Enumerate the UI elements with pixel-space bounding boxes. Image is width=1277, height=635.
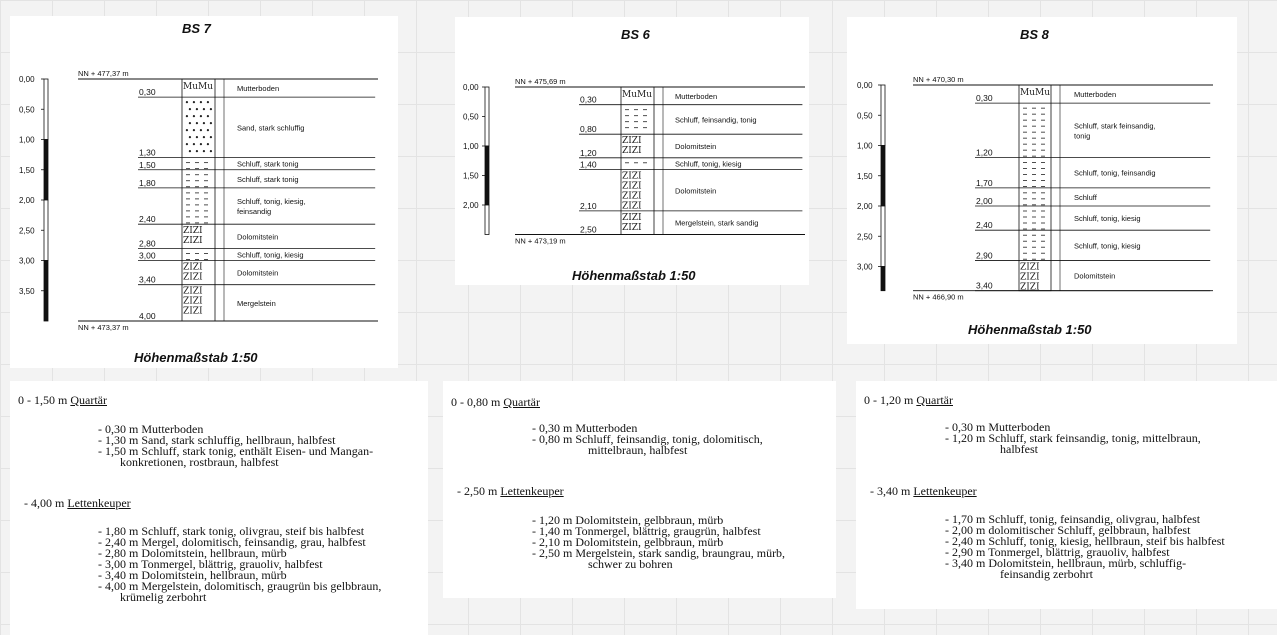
layer-depth-label: 2,40 [976,220,993,231]
layer-description-continuation: mittelbraun, halbfest [588,443,688,457]
layer-description-item: - 2,90 m Tonmergel, blättrig, grauoliv, halbfest [945,545,1170,559]
depth-scale-segment [44,79,48,140]
layer-description-continuation: schwer zu bohren [588,557,673,571]
boring-log-bs6 [455,17,809,285]
layer-depth-label: 3,00 [139,250,156,261]
layer-description-item: - 0,30 m Mutterboden [98,422,204,436]
svg-text:ZIZI: ZIZI [1020,272,1040,283]
description-bs6 [443,381,836,598]
layer-depth-label: 1,20 [976,147,993,158]
layer-description: Mutterboden [675,91,718,101]
layer-symbol-silt [186,175,208,187]
layer-description: Schluff, stark tonig [237,174,299,184]
depth-tick-label: 0,00 [857,81,873,90]
layer-description-item: - 1,20 m Dolomitstein, gelbbraun, mürb [532,513,724,527]
layer-symbol-MuMu [183,82,213,92]
depth-scale-segment [44,140,48,201]
layer-depth-label: 2,00 [976,196,993,206]
svg-text:ZIZI: ZIZI [622,212,642,223]
svg-text:ZIZI: ZIZI [622,222,642,233]
svg-text:ZIZI: ZIZI [183,236,203,247]
section-range: - 4,00 m [24,496,65,510]
layer-description: Schluff, stark tonig [237,159,299,169]
depth-tick-label: 1,50 [857,171,873,181]
layer-symbol-marl [622,213,642,233]
nn-bottom-label: NN + 466,90 m [913,292,964,302]
layer-depth-label: 3,40 [139,274,156,285]
depth-scale-segment [44,200,48,261]
log-title: BS 6 [621,27,650,42]
layer-symbol-silt [1023,211,1045,229]
depth-tick-label: 0,50 [857,111,873,121]
layer-description-item: - 3,00 m Tonmergel, blättrig, grauoliv, halbfest [98,557,323,571]
svg-text:ZIZI: ZIZI [183,262,203,273]
layer-symbol-dolo [622,136,642,156]
layer-description-item: - 2,00 m dolomitischer Schluff, gelbbraun, halbfest [945,523,1191,537]
layer-description: Mergelstein, stark sandig [675,218,759,228]
layer-description-continuation: feinsandig zerbohrt [1000,567,1093,581]
svg-text:MuMu: MuMu [622,90,653,100]
depth-tick-label: 3,00 [19,256,35,266]
svg-text:ZIZI: ZIZI [183,296,203,307]
depth-tick-label: 1,50 [19,165,35,175]
section-range: 0 - 0,80 m [451,395,501,409]
section-unit: Quartär [70,393,107,407]
depth-scale-segment [485,146,489,205]
section-range: 0 - 1,20 m [864,393,914,407]
layer-description: Dolomitstein [1074,271,1116,281]
depth-tick-label: 2,50 [857,232,873,242]
stratigraphic-section-heading [864,395,953,406]
section-unit: Quartär [916,393,953,407]
layer-depth-label: 1,20 [580,147,597,158]
layer-depth-label: 1,70 [976,177,993,188]
layer-description-item: - 0,30 m Mutterboden [945,420,1051,434]
depth-tick-label: 2,00 [463,201,479,210]
layer-description: Mergelstein [237,298,276,308]
depth-tick-label: 2,00 [19,196,35,205]
svg-text:ZIZI: ZIZI [622,146,642,157]
svg-text:ZIZI: ZIZI [622,181,642,192]
boring-log-bs8 [847,17,1237,344]
nn-top-label: NN + 477,37 m [78,69,129,78]
section-range: - 3,40 m [870,484,911,498]
depth-scale-segment [881,267,885,291]
svg-text:ZIZI: ZIZI [183,272,203,283]
stratigraphic-section-heading [451,397,540,408]
layer-description-item: - 2,50 m Mergelstein, stark sandig, braungrau, mürb, [532,546,786,560]
description-bs8 [856,381,1277,609]
layer-description-item: - 1,80 m Schluff, stark tonig, olivgrau, steif bis halbfest [98,524,365,538]
section-range: 0 - 1,50 m [18,393,68,407]
scale-label: Höhenmaßstab 1:50 [134,350,258,365]
layer-depth-label: 1,30 [139,147,156,158]
layer-description: Schluff [1074,192,1097,202]
depth-tick-label: 1,50 [463,171,479,181]
svg-text:MuMu: MuMu [1020,88,1051,98]
depth-tick-label: 0,00 [463,83,479,92]
layer-depth-label: 2,50 [580,224,597,235]
svg-text:ZIZI: ZIZI [1020,282,1040,293]
layer-symbol-silt [1023,163,1045,187]
layer-depth-label: 2,90 [976,250,993,261]
nn-bottom-label: NN + 473,37 m [78,323,129,332]
layer-description-item: - 3,40 m Dolomitstein, hellbraun, mürb [98,568,287,582]
svg-text:ZIZI: ZIZI [622,136,642,147]
layer-description-list [532,515,785,570]
description-bs7 [10,381,428,635]
svg-text:ZIZI: ZIZI [622,171,642,182]
layer-description: Mutterboden [1074,90,1117,100]
depth-tick-label: 3,00 [857,262,873,272]
layer-depth-label: 0,30 [580,94,597,105]
layer-description-item: - 2,10 m Dolomitstein, gelbbraun, mürb [532,535,724,549]
layer-depth-label: 1,80 [139,177,156,188]
layer-description-continuation: konkretionen, rostbraun, halbfest [120,455,279,469]
layer-description: Schluff, tonig, feinsandig [1074,168,1156,178]
scale-label: Höhenmaßstab 1:50 [572,268,696,283]
svg-text:ZIZI: ZIZI [183,286,203,297]
layer-description: Mutterboden [237,84,280,94]
layer-description-item: - 2,40 m Schluff, tonig, kiesig, hellbraun, steif bis halbfest [945,534,1225,548]
layer-symbol-silt [625,110,647,128]
layer-description: Schluff, feinsandig, tonig [675,115,757,125]
layer-description: Schluff, stark feinsandig, [1074,121,1156,131]
log-diagram [10,16,398,368]
layer-symbol-silt [186,253,208,259]
layer-symbol-MuMu [622,90,652,100]
svg-text:ZIZI: ZIZI [183,306,203,317]
layer-symbol-silt [186,163,208,169]
layer-depth-label: 0,30 [976,93,993,104]
depth-scale-segment [881,206,885,267]
layer-description-continuation: krümelig zerbohrt [120,590,207,604]
svg-text:MuMu: MuMu [183,82,214,92]
layer-symbol-dolo [1020,262,1040,292]
layer-description-item: - 2,80 m Dolomitstein, hellbraun, mürb [98,546,287,560]
depth-tick-label: 2,50 [19,226,35,236]
layer-description-item: - 1,20 m Schluff, stark feinsandig, tonig, mittelbraun, [945,431,1201,445]
layer-description: Schluff, tonig, kiesig, [237,197,306,207]
layer-description-item: - 3,40 m Dolomitstein, hellbraun, mürb, schluffig- [945,556,1187,570]
depth-scale-segment [485,205,489,235]
log-title: BS 7 [182,21,211,36]
layer-symbol-dolo [622,172,642,212]
boring-log-bs7 [10,16,398,368]
stratigraphic-section-heading [457,486,564,497]
section-unit: Lettenkeuper [913,484,977,498]
layer-description: feinsandig [237,207,272,217]
layer-symbol-silt [1023,193,1045,205]
depth-tick-label: 2,00 [857,202,873,211]
depth-scale-segment [44,261,48,322]
layer-description-list [532,423,763,456]
depth-scale-segment [881,85,885,146]
layer-depth-label: 2,40 [139,214,156,225]
layer-description: tonig [1074,131,1091,141]
layer-description-item: - 1,50 m Schluff, stark tonig, enthält Eisen- und Mangan- [98,444,374,458]
layer-description-item: - 1,70 m Schluff, tonig, feinsandig, olivgrau, halbfest [945,512,1201,526]
layer-depth-label: 1,50 [139,159,156,170]
layer-symbol-marl [183,287,203,317]
log-title: BS 8 [1020,27,1049,42]
layer-description: Schluff, tonig, kiesig [237,250,304,260]
section-range: - 2,50 m [457,484,498,498]
log-diagram [455,17,809,285]
layer-depth-label: 4,00 [139,311,156,321]
layer-description-continuation: halbfest [1000,442,1038,456]
layer-symbol-dolo [183,226,203,246]
layer-symbol-MuMu [1020,88,1050,98]
layer-depth-label: 2,80 [139,238,156,249]
layer-symbol-silt [186,193,208,223]
depth-scale-segment [485,87,489,146]
depth-tick-label: 1,00 [857,141,873,151]
layer-depth-label: 3,40 [976,280,993,291]
svg-text:ZIZI: ZIZI [622,191,642,202]
layer-description-item: - 0,80 m Schluff, feinsandig, tonig, dolomitisch, [532,432,763,446]
layer-description: Dolomitstein [237,268,279,278]
section-unit: Lettenkeuper [67,496,131,510]
layer-description: Dolomitstein [675,186,717,196]
nn-bottom-label: NN + 473,19 m [515,236,566,246]
stratigraphic-section-heading [18,395,107,406]
layer-description: Schluff, tonig, kiesig [1074,214,1141,224]
stratigraphic-section-heading [870,486,977,497]
layer-description-list [945,514,1225,580]
section-unit: Quartär [503,395,540,409]
layer-description: Dolomitstein [237,232,279,242]
layer-description-list [98,526,381,603]
depth-tick-label: 1,00 [463,142,479,151]
layer-description: Schluff, tonig, kiesig [675,159,742,169]
layer-symbol-dolo [183,263,203,283]
layer-description-item: - 4,00 m Mergelstein, dolomitisch, graugrün bis gelbbraun, [98,579,382,593]
layer-description-item: - 1,30 m Sand, stark schluffig, hellbraun, halbfest [98,433,336,447]
section-unit: Lettenkeuper [500,484,564,498]
layer-description-list [945,422,1201,455]
layer-description: Dolomitstein [675,142,717,151]
depth-scale-segment [881,146,885,207]
svg-text:ZIZI: ZIZI [1020,262,1040,273]
layer-symbol-silt [1023,108,1045,156]
nn-top-label: NN + 475,69 m [515,77,566,86]
layer-description-item: - 2,40 m Mergel, dolomitisch, feinsandig, grau, halbfest [98,535,366,549]
layer-symbol-silt [1023,235,1045,259]
depth-tick-label: 0,00 [19,75,35,84]
depth-tick-label: 1,00 [19,135,35,145]
layer-description: Sand, stark schluffig [237,123,305,133]
stratigraphic-section-heading [24,498,131,509]
depth-tick-label: 3,50 [19,286,35,296]
layer-depth-label: 1,40 [580,159,597,170]
layer-depth-label: 2,10 [580,200,597,211]
depth-tick-label: 0,50 [19,105,35,115]
layer-depth-label: 0,30 [139,87,156,98]
nn-top-label: NN + 470,30 m [913,75,964,84]
layer-description-list [98,424,373,468]
layer-depth-label: 0,80 [580,124,597,135]
layer-description-item: - 1,40 m Tonmergel, blättrig, graugrün, halbfest [532,524,761,538]
svg-text:ZIZI: ZIZI [183,226,203,237]
layer-description: Schluff, tonig, kiesig [1074,241,1141,251]
layer-symbol-sand [186,101,212,152]
depth-tick-label: 0,50 [463,112,479,122]
svg-text:ZIZI: ZIZI [622,201,642,212]
scale-label: Höhenmaßstab 1:50 [968,322,1092,337]
layer-description-item: - 0,30 m Mutterboden [532,421,638,435]
log-diagram [847,17,1237,344]
